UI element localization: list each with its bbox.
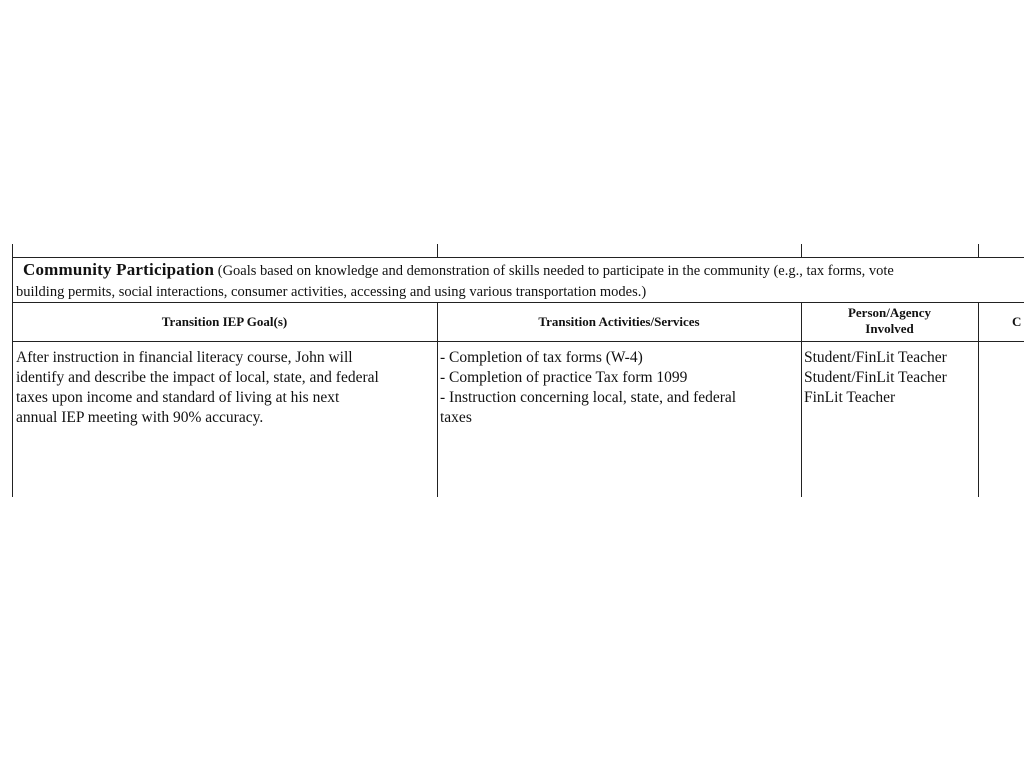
header-partial: C bbox=[1012, 314, 1022, 329]
goal-line: annual IEP meeting with 90% accuracy. bbox=[16, 409, 264, 426]
column-divider bbox=[437, 302, 438, 497]
header-person-agency: Person/Agency Involved bbox=[847, 305, 932, 336]
column-divider bbox=[801, 244, 802, 257]
person-line: Student/FinLit Teacher bbox=[804, 349, 947, 366]
column-divider bbox=[978, 244, 979, 257]
section-description: (Goals based on knowledge and demonstration of skills needed to participate in the community (e.g., tax forms, vote bbox=[217, 263, 894, 279]
activity-line: - Completion of practice Tax form 1099 bbox=[440, 369, 688, 386]
goal-cell bbox=[16, 348, 436, 428]
goal-line: taxes upon income and standard of living at his next bbox=[16, 389, 340, 406]
header-bottom-border bbox=[12, 341, 1024, 342]
activity-line: - Instruction concerning local, state, and federal bbox=[440, 389, 737, 406]
goal-line: identify and describe the impact of local, state, and federal bbox=[16, 369, 379, 386]
header-activities: Transition Activities/Services bbox=[538, 314, 700, 329]
goal-line: After instruction in financial literacy course, John will bbox=[16, 349, 353, 366]
table-top-border bbox=[12, 257, 1024, 258]
person-line: Student/FinLit Teacher bbox=[804, 369, 947, 386]
person-agency-cell bbox=[804, 348, 976, 408]
header-goal: Transition IEP Goal(s) bbox=[161, 314, 288, 329]
person-line: FinLit Teacher bbox=[804, 389, 896, 406]
section-heading bbox=[23, 259, 1024, 282]
table-left-border bbox=[12, 257, 13, 497]
column-divider bbox=[12, 244, 13, 257]
activity-line: taxes bbox=[440, 409, 472, 426]
column-divider bbox=[978, 302, 979, 497]
activity-line: - Completion of tax forms (W-4) bbox=[440, 349, 643, 366]
column-divider bbox=[437, 244, 438, 257]
section-description-continued: building permits, social interactions, consumer activities, accessing and using various transportation modes.) bbox=[16, 284, 647, 300]
section-bottom-border bbox=[12, 302, 1024, 303]
activities-cell bbox=[440, 348, 798, 428]
section-title: Community Participation bbox=[23, 260, 215, 279]
